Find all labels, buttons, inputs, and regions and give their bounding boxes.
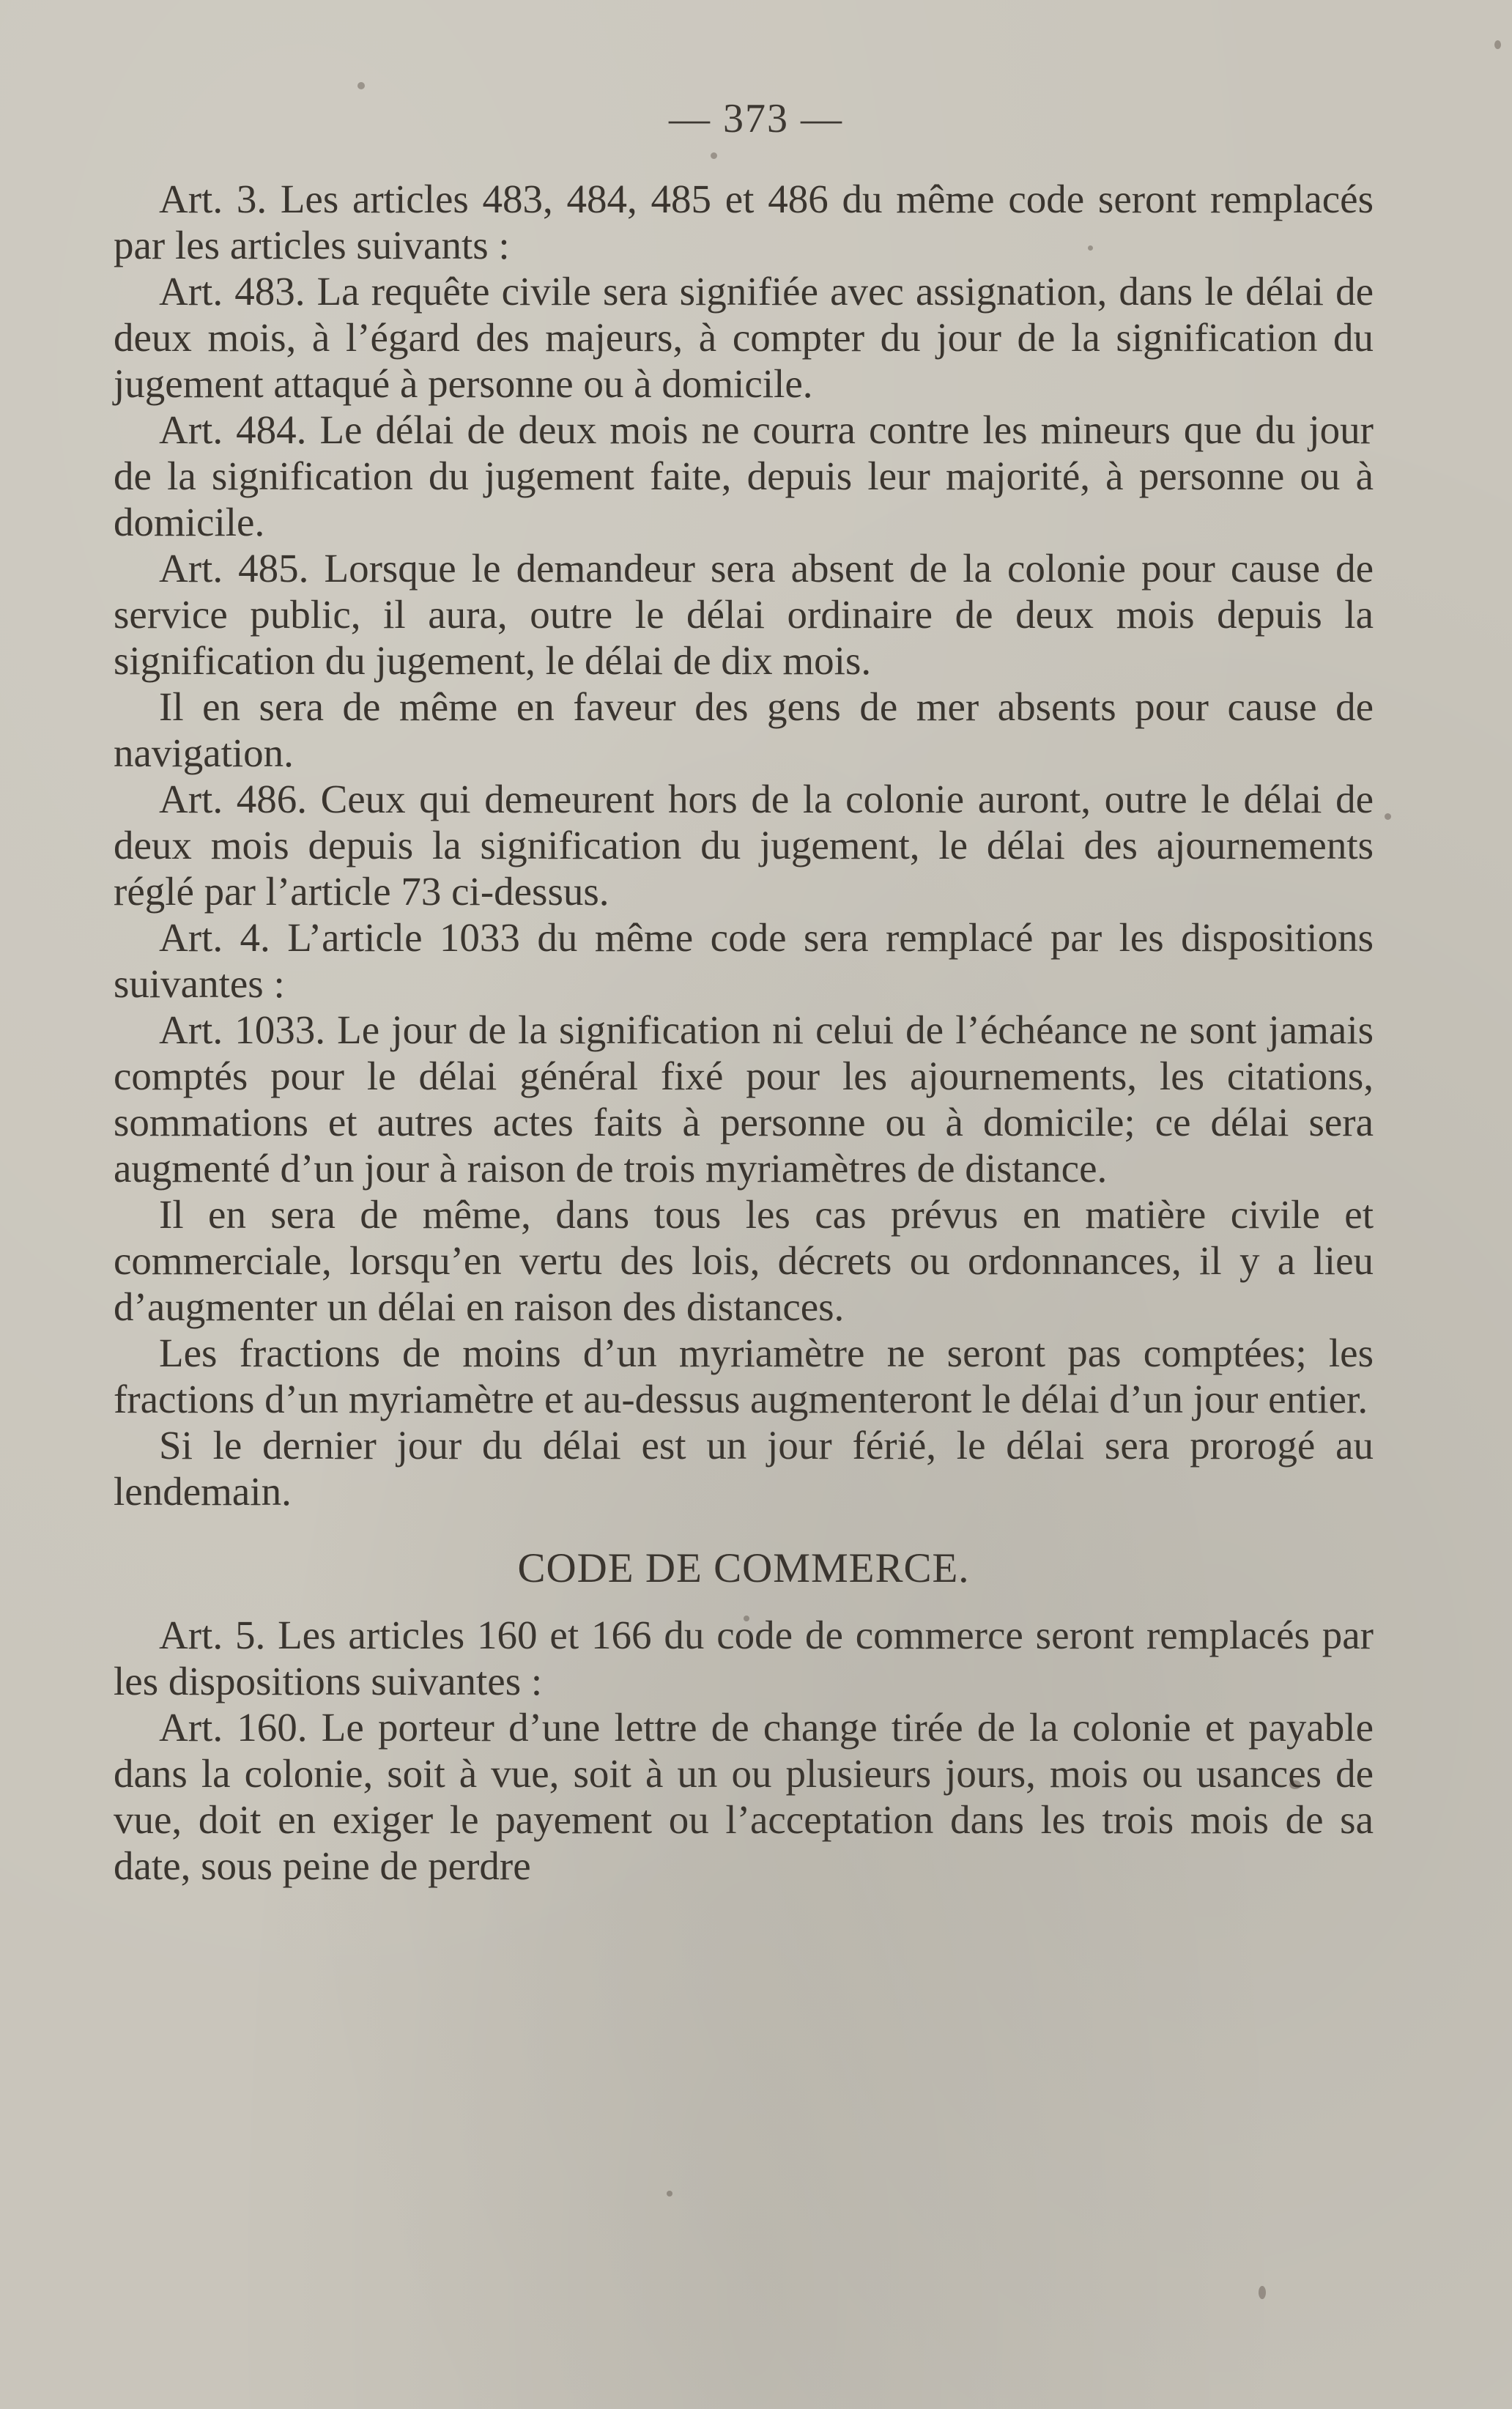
paper-speck [1385,813,1391,820]
paragraph-art-484: Art. 484. Le délai de deux mois ne courra contre les mineurs que du jour de la signification du jugement faite, depuis leur majorité, à personne ou à domicile. [114,407,1374,544]
paper-speck [744,1616,749,1621]
paragraph-art-1033: Art. 1033. Le jour de la signification ni celui de l’échéance ne sont jamais comptés pour le délai général fixé pour les ajournements, les citations, sommations et autres actes faits à personne ou à domicile; ce délai sera augmenté d’un jour à raison de trois myriamètres de distance. [114,1007,1374,1191]
page-number: — 373 — [669,96,843,141]
paper-speck [1088,245,1093,251]
paragraph-art-486: Art. 486. Ceux qui demeurent hors de la colonie auront, outre le délai de deux mois depuis la signification du jugement, le délai des ajournements réglé par l’article 73 ci-dessus. [114,777,1374,914]
paper-speck [667,2191,672,2197]
paragraph-art-4: Art. 4. L’article 1033 du même code sera remplacé par les dispositions suivantes : [114,915,1374,1006]
paper-speck [357,82,365,89]
paragraph-art-160: Art. 160. Le porteur d’une lettre de change tirée de la colonie et payable dans la colonie, soit à vue, soit à un ou plusieurs jours, mois ou usances de vue, doit en exiger le payement ou l’acceptation dans les trois mois de sa date, sous peine de perdre [114,1705,1374,1888]
paragraph-art-485: Art. 485. Lorsque le demandeur sera absent de la colonie pour cause de service public, il aura, outre le délai ordinaire de deux mois depuis la signification du jugement, le délai de dix mois. [114,546,1374,683]
paper-speck [1259,2286,1266,2299]
paragraph-gens-de-mer: Il en sera de même en faveur des gens de mer absents pour cause de navigation. [114,684,1374,775]
paragraph-art-5: Art. 5. Les articles 160 et 166 du code de commerce seront remplacés par les dispositions suivantes : [114,1613,1374,1703]
paragraph-distances: Il en sera de même, dans tous les cas prévus en matière civile et commerciale, lorsqu’en vertu des lois, décrets ou ordonnances, il y a lieu d’augmenter un délai en raison des distances. [114,1192,1374,1329]
paper-speck [1289,1780,1301,1789]
paragraph-art-483: Art. 483. La requête civile sera signifiée avec assignation, dans le délai de deux mois, à l’égard des majeurs, à compter du jour de la signification du jugement attaqué à personne ou à domicile. [114,269,1374,406]
section-heading: CODE DE COMMERCE. [517,1545,970,1591]
paragraph-jour-ferie: Si le dernier jour du délai est un jour férié, le délai sera prorogé au lendemain. [114,1423,1374,1514]
paragraph-art-3: Art. 3. Les articles 483, 484, 485 et 486 du même code seront remplacés par les articles suivants : [114,177,1374,267]
body-text [114,176,1374,1889]
paper-speck [1494,40,1501,49]
paragraph-fractions: Les fractions de moins d’un myriamètre ne seront pas comptées; les fractions d’un myriamètre et au-dessus augmenteront le délai d’un jour entier. [114,1331,1374,1421]
paper-speck [711,152,717,159]
